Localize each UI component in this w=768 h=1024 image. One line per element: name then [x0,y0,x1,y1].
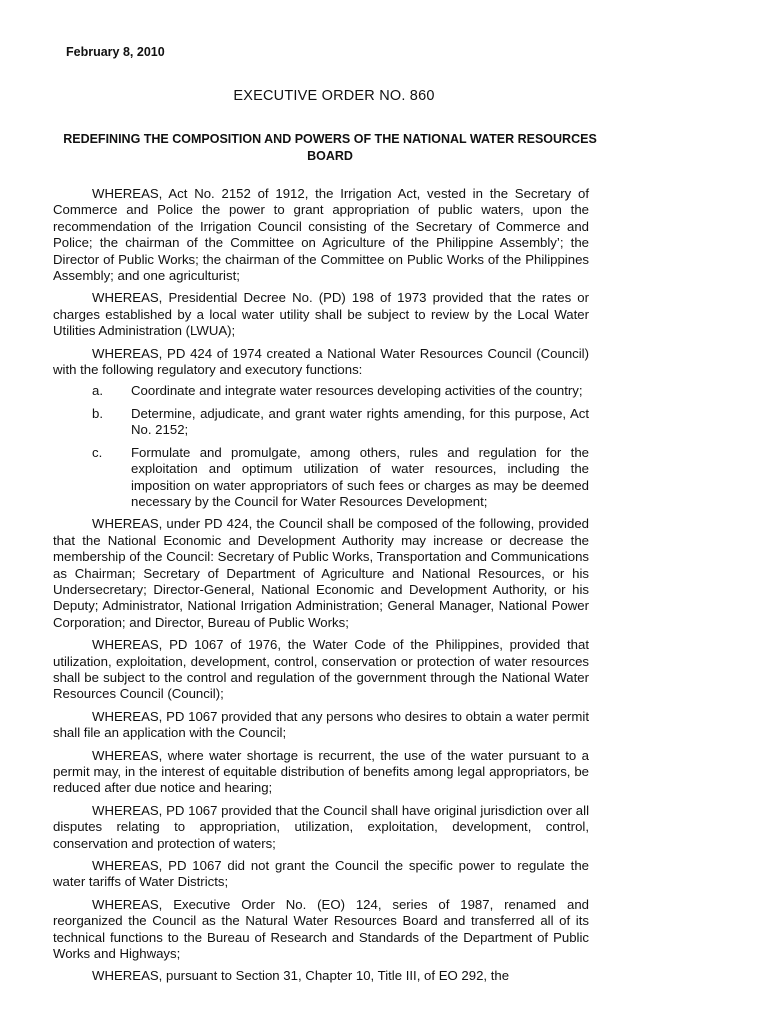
whereas-paragraph: WHEREAS, under PD 424, the Council shall be composed of the following, provided that the National Economic and Development Authority may increase or decrease the membership of the Council: Secretary of Public Works, Transportation and Communications as Chairman; Secretary of Department of Agriculture and National Resources, or his Undersecretary; Director-General, National Economic and Development Authority, or his Deputy; Administrator, National Irrigation Administration; General Manager, National Power Corporation; and Director, Bureau of Public Works; [53,516,589,630]
list-item [53,445,589,511]
document-body [53,186,589,991]
whereas-paragraph: WHEREAS, PD 1067 did not grant the Council the specific power to regulate the water tariffs of Water Districts; [53,858,589,890]
whereas-paragraph: WHEREAS, PD 1067 of 1976, the Water Code of the Philippines, provided that utilization, exploitation, development, control, conservation or protection of water resources shall be subject to the control and regulation of the government through the National Water Resources Council (Council); [53,637,589,702]
whereas-paragraph: WHEREAS, Executive Order No. (EO) 124, series of 1987, renamed and reorganized the Council as the Natural Water Resources Board and transferred all of its technical functions to the Bureau of Research and Standards of the Department of Public Works and Highways; [53,896,589,962]
list-item [53,383,589,399]
whereas-paragraph: WHEREAS, PD 424 of 1974 created a National Water Resources Council (Council) with the following regulatory and executory functions: [53,345,589,378]
document-title: EXECUTIVE ORDER NO. 860 [233,88,435,104]
whereas-paragraph: WHEREAS, Act No. 2152 of 1912, the Irrigation Act, vested in the Secretary of Commerce and Police the power to grant appropriation of public waters, upon the recommendation of the Irrigation Council consisting of the Secretary of Commerce and Police; the chairman of the Committee on Agriculture of the Philippine Assembly’; the Director of Public Works; the chairman of the Committee on Public Works of the Philippines Assembly; and one agriculturist; [53,186,589,284]
whereas-paragraph: WHEREAS, Presidential Decree No. (PD) 198 of 1973 provided that the rates or charges established by a local water utility shall be subject to review by the Local Water Utilities Administration (LWUA); [53,290,589,339]
whereas-paragraph: WHEREAS, PD 1067 provided that the Council shall have original jurisdiction over all disputes relating to appropriation, utilization, exploitation, development, control, conservation and protection of waters; [53,802,589,851]
list-marker: a. [92,383,103,399]
document-subtitle: REDEFINING THE COMPOSITION AND POWERS OF THE NATIONAL WATER RESOURCES BOARD [63,132,597,163]
whereas-paragraph: WHEREAS, PD 1067 provided that any persons who desires to obtain a water permit shall file an application with the Council; [53,708,589,741]
document-date: February 8, 2010 [66,45,165,59]
list-text: Coordinate and integrate water resources developing activities of the country; [131,383,583,399]
list-text: Formulate and promulgate, among others, rules and regulation for the exploitation and optimum utilization of water resources, including the imposition on water appropriators of such fees or charges as may be deemed necessary by the Council for Water Resources Development; [131,444,589,509]
functions-list [53,383,589,510]
list-marker: c. [92,444,103,460]
whereas-paragraph: WHEREAS, where water shortage is recurrent, the use of the water pursuant to a permit may, in the interest of equitable distribution of benefits among legal appropriators, be reduced after due notice and hearing; [53,747,589,796]
list-marker: b. [92,405,103,421]
list-item [53,406,589,439]
list-text: Determine, adjudicate, and grant water rights amending, for this purpose, Act No. 2152; [131,405,589,438]
whereas-paragraph: WHEREAS, pursuant to Section 31, Chapter 10, Title III, of EO 292, the [92,968,510,984]
